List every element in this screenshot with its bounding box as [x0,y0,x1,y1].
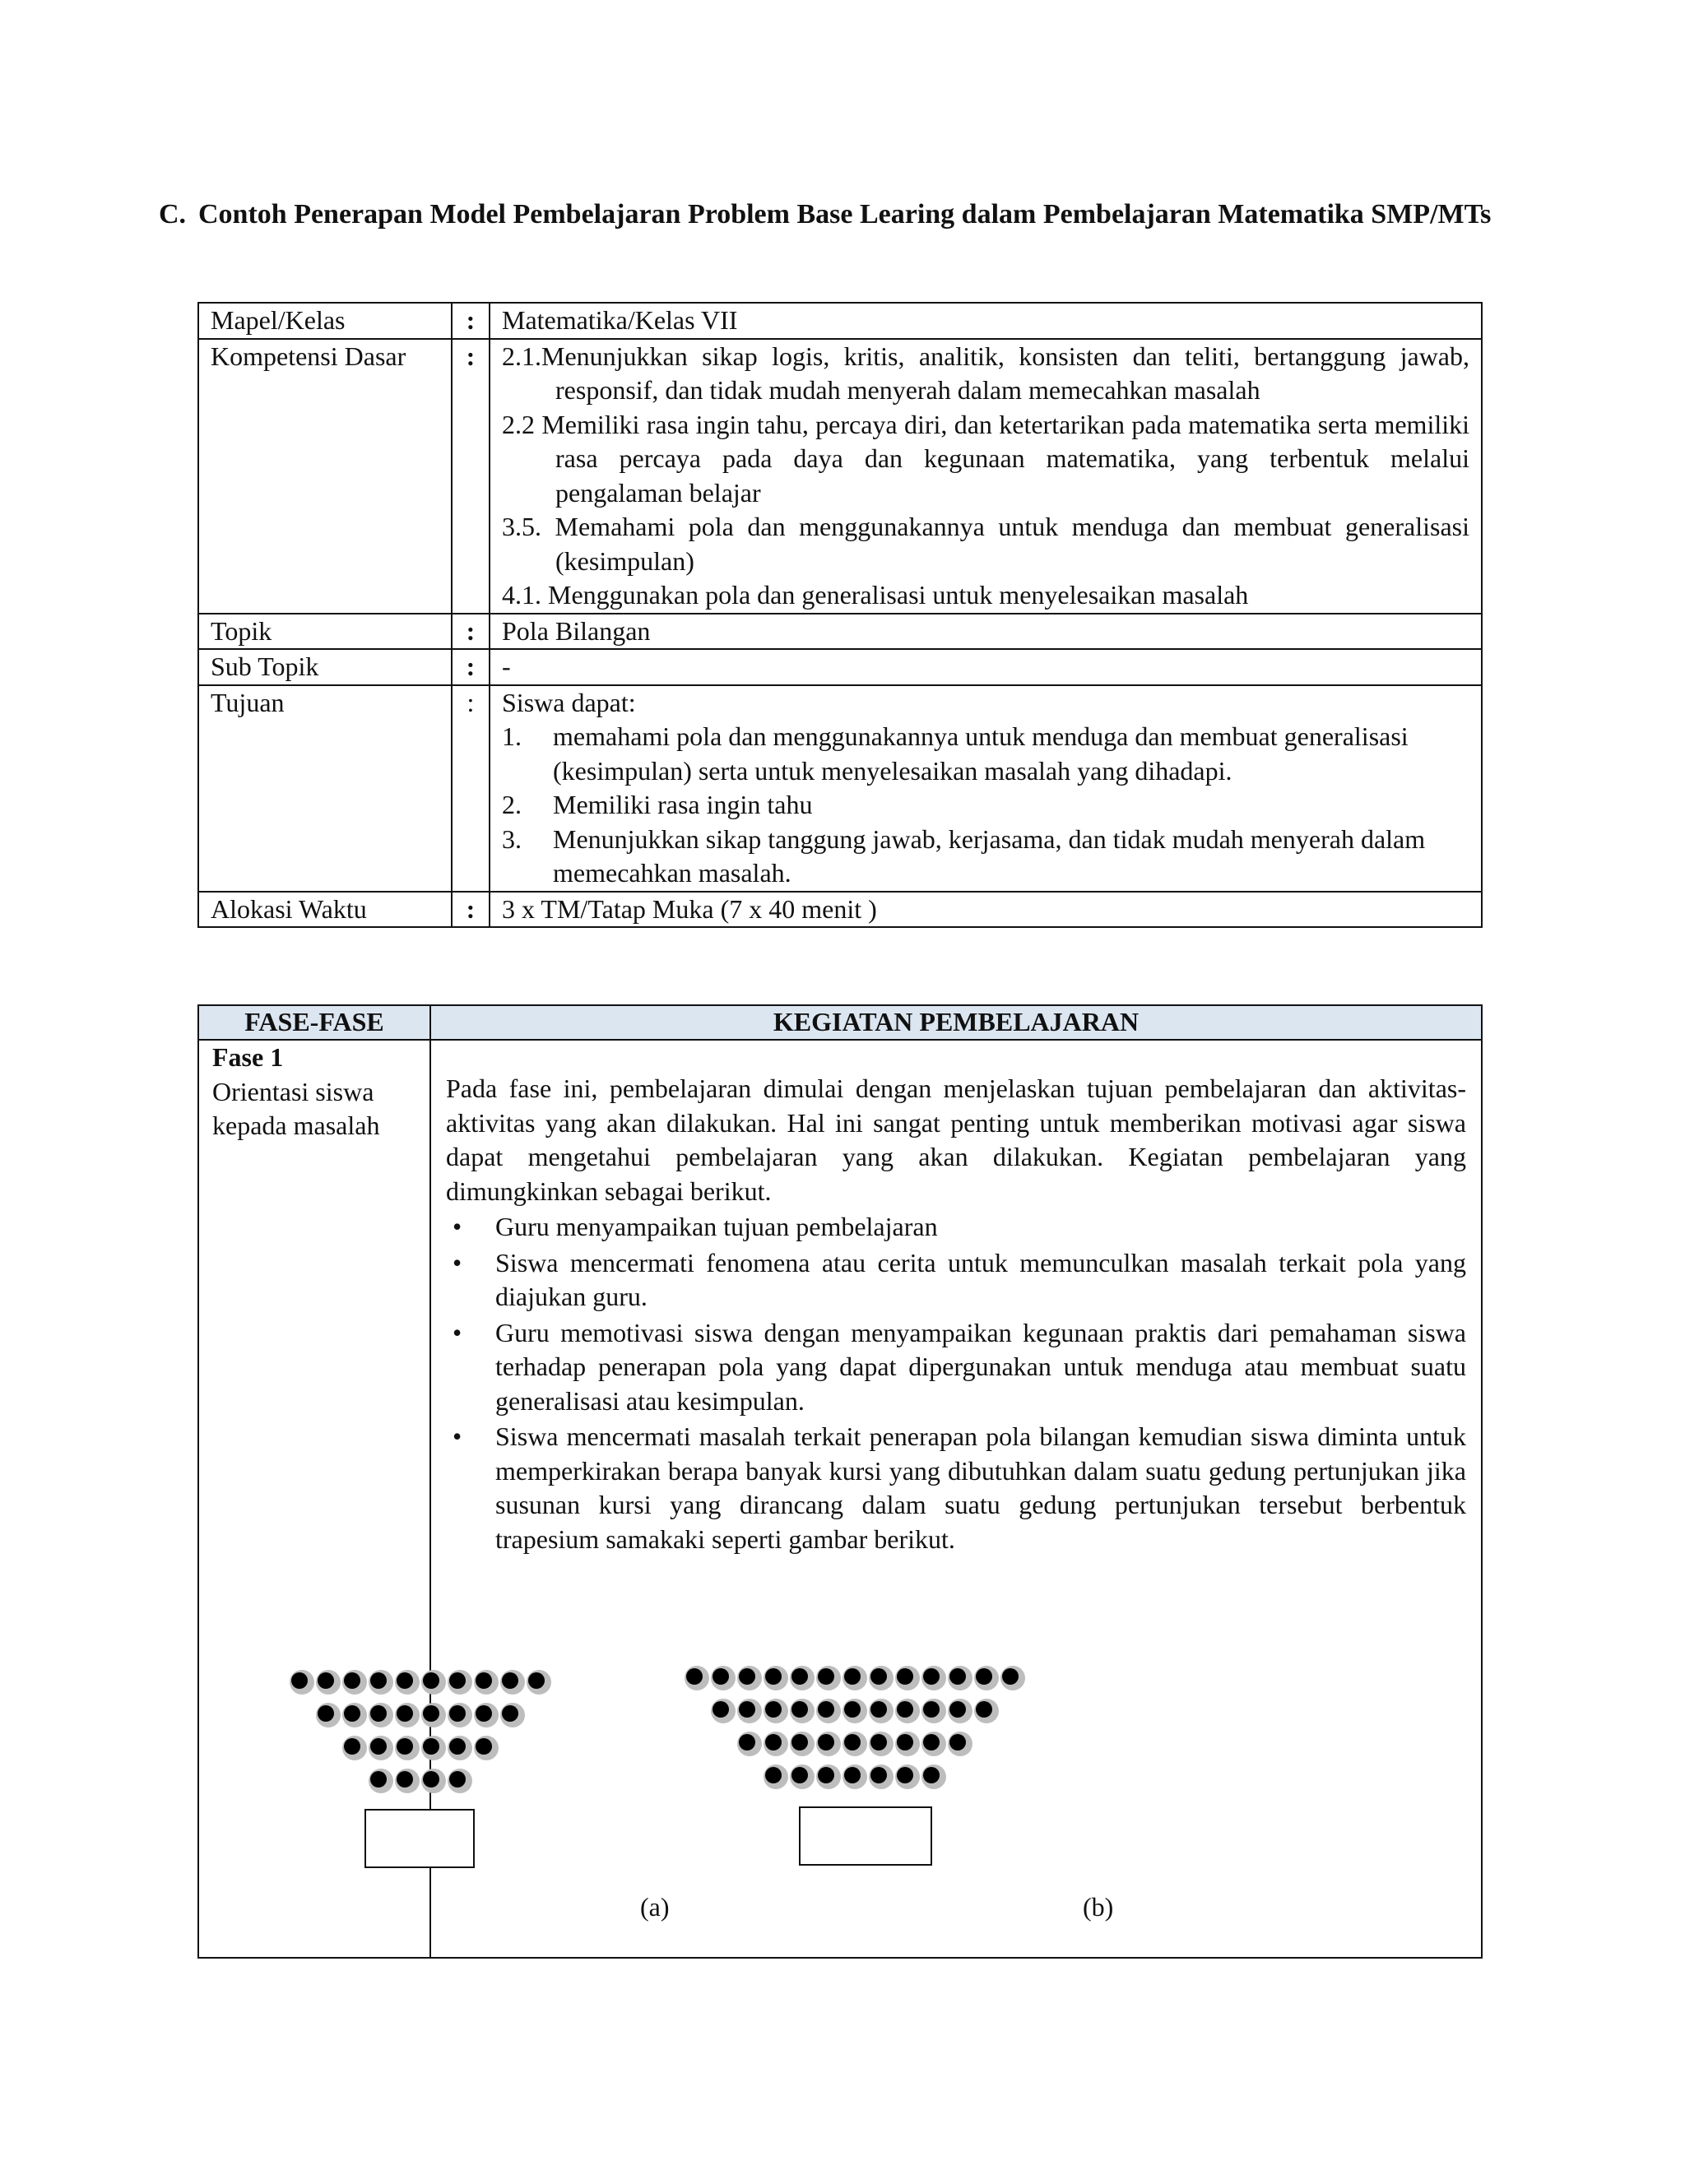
row-subtopik [198,649,1482,685]
phase-name: Orientasi siswa kepada masalah [212,1076,380,1140]
kd-item: 2.1.Menunjukkan sikap logis, kritis, analitik, konsisten dan teliti, bertanggung jawab, responsif, dan tidak mudah menyerah dalam memecahkan masalah [502,341,1469,405]
item-text: Menunjukkan sikap tanggung jawab, kerjasama, dan tidak mudah menyerah dalam memecahkan masalah. [553,823,1426,888]
bullet: • [453,1421,462,1451]
value-alokasi: 3 x TM/Tatap Muka (7 x 40 menit ) [490,892,1482,928]
section-title: Contoh Penerapan Model Pembelajaran Problem Base Learing dalam Pembelajaran Matematika SMP/MTs [198,199,1492,230]
kd-item: 4.1. Menggunakan pola dan generalisasi untuk menyelesaikan masalah [502,580,1249,610]
activity-text: Siswa mencermati masalah terkait penerapan pola bilangan kemudian siswa diminta untuk memperkirakan berapa banyak kursi yang dibutuhkan dalam suatu gedung pertunjukan jika susunan kursi yang dirancang dalam suatu gedung pertunjukan tersebut berbentuk trapesium samakaki seperti gambar berikut. [495,1421,1466,1554]
caption-a: (a) [640,1892,670,1922]
label-mapel: Mapel/Kelas [198,303,452,339]
value-tujuan [490,685,1482,892]
label-topik: Topik [198,614,452,650]
item-text: memahami pola dan menggunakannya untuk menduga dan membuat generalisasi (kesimpulan) serta untuk menyelesaikan masalah yang dihadapi. [553,721,1409,786]
activity-item [446,1210,1466,1245]
value-topik: Pola Bilangan [490,614,1482,650]
phase-row [198,1040,1482,1958]
row-mapel [198,303,1482,339]
kd-item: 2.2 Memiliki rasa ingin tahu, percaya diri, dan ketertarikan pada matematika serta memiliki rasa percaya pada daya dan kegunaan matematika, yang terbentuk melalui pengalaman belajar [502,409,1469,508]
activity-list [446,1210,1466,1556]
activity-text: Guru menyampaikan tujuan pembelajaran [495,1212,938,1241]
label-tujuan: Tujuan [198,685,452,892]
item-number: 3. [502,823,522,854]
phase-header-row [198,1005,1482,1040]
tujuan-item [502,720,1469,788]
caption-b: (b) [1083,1892,1114,1922]
label-kompetensi: Kompetensi Dasar [198,339,452,614]
section-heading [159,197,1492,232]
label-subtopik: Sub Topik [198,649,452,685]
activity-cell [430,1040,1482,1958]
colon: : [452,685,490,892]
colon: : [452,649,490,685]
colon: : [452,892,490,928]
info-table [197,302,1483,928]
phase-title: Fase 1 [212,1042,284,1072]
colon: : [452,303,490,339]
activity-text: Guru memotivasi siswa dengan menyampaikan kegunaan praktis dari pemahaman siswa terhadap penerapan pola yang dapat dipergunakan untuk menduga atau membuat suatu generalisasi atau kesimpulan. [495,1317,1466,1416]
activity-item [446,1316,1466,1419]
value-kompetensi [490,339,1482,614]
activity-item [446,1420,1466,1556]
row-alokasi [198,892,1482,928]
kd-item: 3.5. Memahami pola dan menggunakannya untuk menduga dan membuat generalisasi (kesimpulan) [502,512,1469,576]
item-number: 2. [502,790,522,819]
row-kompetensi [198,339,1482,614]
activity-item [446,1246,1466,1315]
section-letter: C. [159,199,187,230]
header-fase: FASE-FASE [198,1005,430,1040]
bullet: • [453,1317,462,1347]
phase-intro: Pada fase ini, pembelajaran dimulai dengan menjelaskan tujuan pembelajaran dan aktivitas-aktivitas yang akan dilakukan. Hal ini sangat penting untuk memberikan motivasi agar siswa dapat mengetahui pembelajaran yang akan dilakukan. Kegiatan pembelajaran yang dimungkinkan sebagai berikut. [446,1073,1466,1206]
tujuan-intro: Siswa dapat: [502,687,636,717]
bullet: • [453,1212,462,1241]
phase-table [197,1004,1483,1959]
row-topik [198,614,1482,650]
tujuan-item [502,823,1469,891]
tujuan-list [502,720,1469,891]
colon: : [452,614,490,650]
item-number: 1. [502,721,522,751]
colon: : [452,339,490,614]
bullet: • [453,1247,462,1277]
item-text: Memiliki rasa ingin tahu [553,790,813,819]
phase-cell [198,1040,430,1958]
activity-text: Siswa mencermati fenomena atau cerita untuk memunculkan masalah terkait pola yang diajukan guru. [495,1247,1466,1311]
row-tujuan [198,685,1482,892]
value-subtopik: - [490,649,1482,685]
value-mapel: Matematika/Kelas VII [490,303,1482,339]
header-kegiatan: KEGIATAN PEMBELAJARAN [430,1005,1482,1040]
label-alokasi: Alokasi Waktu [198,892,452,928]
tujuan-item [502,788,1469,823]
